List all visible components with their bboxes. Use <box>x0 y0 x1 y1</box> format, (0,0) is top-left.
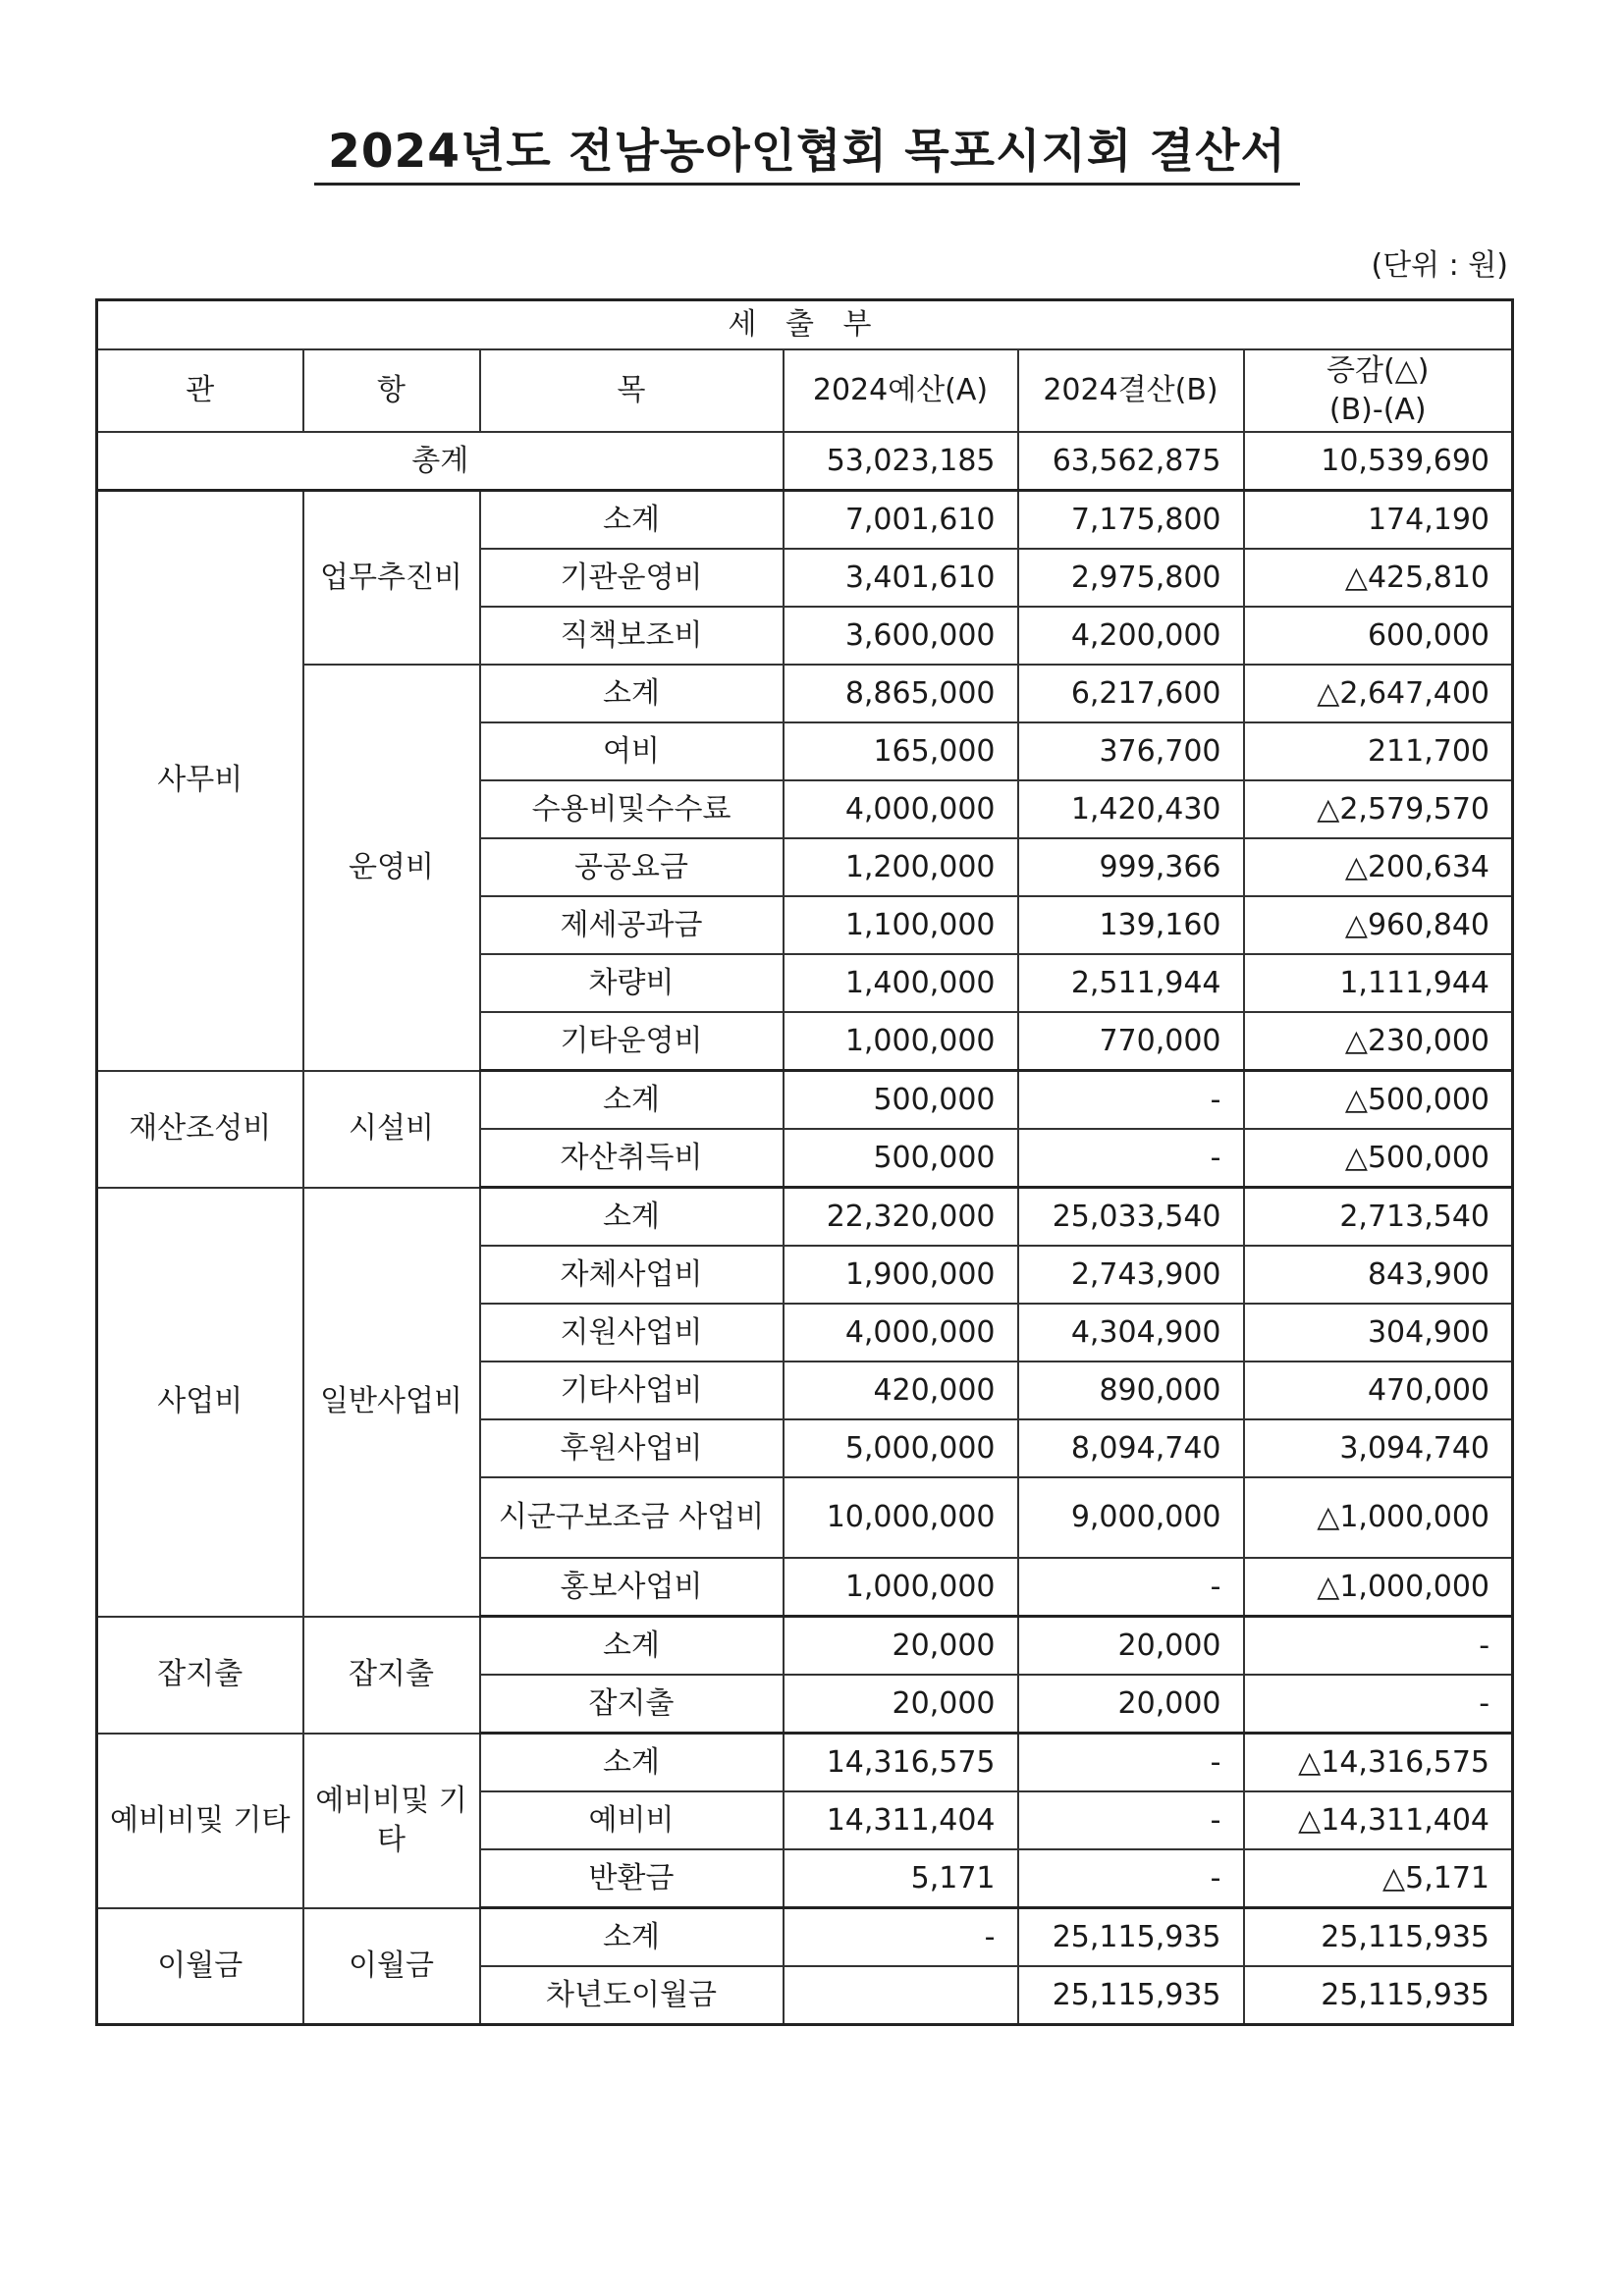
budget-cell: 3,401,610 <box>784 549 1018 607</box>
diff-cell: 843,900 <box>1244 1246 1513 1304</box>
diff-cell: △14,316,575 <box>1244 1734 1513 1792</box>
settlement-cell: 1,420,430 <box>1018 780 1244 838</box>
diff-cell: △5,171 <box>1244 1849 1513 1908</box>
diff-cell: 174,190 <box>1244 491 1513 550</box>
diff-cell: 600,000 <box>1244 607 1513 665</box>
hang-cell: 업무추진비 <box>303 491 480 666</box>
mok-cell: 수용비및수수료 <box>480 780 784 838</box>
diff-cell: 211,700 <box>1244 722 1513 780</box>
diff-cell: △500,000 <box>1244 1129 1513 1188</box>
settlement-cell: 376,700 <box>1018 722 1244 780</box>
mok-cell: 기타운영비 <box>480 1012 784 1071</box>
expenditure-table <box>95 298 1514 2026</box>
settlement-cell: - <box>1018 1129 1244 1188</box>
total-label: 총계 <box>97 432 784 491</box>
hang-cell: 잡지출 <box>303 1617 480 1734</box>
settlement-cell: 2,511,944 <box>1018 954 1244 1012</box>
budget-cell: 1,100,000 <box>784 896 1018 954</box>
mok-cell: 차년도이월금 <box>480 1966 784 2025</box>
budget-cell: 22,320,000 <box>784 1188 1018 1247</box>
budget-cell: 3,600,000 <box>784 607 1018 665</box>
diff-cell: △425,810 <box>1244 549 1513 607</box>
settlement-cell: 2,975,800 <box>1018 549 1244 607</box>
settlement-cell: - <box>1018 1558 1244 1617</box>
gwan-cell: 예비비및 기타 <box>97 1734 303 1908</box>
mok-cell: 소계 <box>480 1734 784 1792</box>
budget-cell: 5,171 <box>784 1849 1018 1908</box>
mok-cell: 홍보사업비 <box>480 1558 784 1617</box>
header-diff <box>1244 349 1513 432</box>
diff-cell: 2,713,540 <box>1244 1188 1513 1247</box>
diff-cell: △500,000 <box>1244 1071 1513 1130</box>
mok-cell: 소계 <box>480 1908 784 1967</box>
mok-cell: 잡지출 <box>480 1675 784 1734</box>
settlement-cell: - <box>1018 1071 1244 1130</box>
hang-cell: 예비비및 기타 <box>303 1734 480 1908</box>
budget-cell: 10,000,000 <box>784 1477 1018 1558</box>
title-underline <box>314 183 1300 186</box>
settlement-cell: 770,000 <box>1018 1012 1244 1071</box>
budget-cell: 4,000,000 <box>784 1304 1018 1362</box>
diff-cell: 25,115,935 <box>1244 1966 1513 2025</box>
settlement-cell: 25,115,935 <box>1018 1966 1244 2025</box>
diff-cell: 470,000 <box>1244 1362 1513 1419</box>
diff-cell: △1,000,000 <box>1244 1558 1513 1617</box>
settlement-cell: 25,033,540 <box>1018 1188 1244 1247</box>
settlement-cell: 999,366 <box>1018 838 1244 896</box>
hang-cell: 이월금 <box>303 1908 480 2025</box>
table-row <box>97 1617 1513 1676</box>
diff-cell: △2,579,570 <box>1244 780 1513 838</box>
table-row <box>97 491 1513 550</box>
table-row <box>97 1071 1513 1130</box>
mok-cell: 기관운영비 <box>480 549 784 607</box>
diff-cell: 25,115,935 <box>1244 1908 1513 1967</box>
header-diff-line2: (B)-(A) <box>1328 393 1427 427</box>
settlement-cell: - <box>1018 1791 1244 1849</box>
gwan-cell: 사업비 <box>97 1188 303 1617</box>
settlement-cell: 6,217,600 <box>1018 665 1244 722</box>
total-diff: 10,539,690 <box>1244 432 1513 491</box>
diff-cell: △1,000,000 <box>1244 1477 1513 1558</box>
total-row <box>97 432 1513 491</box>
hang-cell: 시설비 <box>303 1071 480 1188</box>
diff-cell: △960,840 <box>1244 896 1513 954</box>
settlement-cell: 2,743,900 <box>1018 1246 1244 1304</box>
mok-cell: 소계 <box>480 1617 784 1676</box>
budget-cell: 14,316,575 <box>784 1734 1018 1792</box>
mok-cell: 소계 <box>480 1071 784 1130</box>
settlement-cell: 4,200,000 <box>1018 607 1244 665</box>
settlement-cell: - <box>1018 1849 1244 1908</box>
budget-cell: 20,000 <box>784 1675 1018 1734</box>
budget-cell: 165,000 <box>784 722 1018 780</box>
mok-cell: 차량비 <box>480 954 784 1012</box>
budget-cell: 5,000,000 <box>784 1419 1018 1477</box>
mok-cell: 자체사업비 <box>480 1246 784 1304</box>
settlement-cell: - <box>1018 1734 1244 1792</box>
settlement-cell: 20,000 <box>1018 1675 1244 1734</box>
mok-cell: 자산취득비 <box>480 1129 784 1188</box>
mok-cell: 직책보조비 <box>480 607 784 665</box>
settlement-cell: 4,304,900 <box>1018 1304 1244 1362</box>
budget-cell: 1,900,000 <box>784 1246 1018 1304</box>
budget-cell: - <box>784 1908 1018 1967</box>
total-budget: 53,023,185 <box>784 432 1018 491</box>
header-mok: 목 <box>480 349 784 432</box>
settlement-cell: 20,000 <box>1018 1617 1244 1676</box>
diff-cell: △200,634 <box>1244 838 1513 896</box>
budget-cell: 1,400,000 <box>784 954 1018 1012</box>
gwan-cell: 잡지출 <box>97 1617 303 1734</box>
hang-cell: 일반사업비 <box>303 1188 480 1617</box>
header-diff-line1: 증감(△) <box>1326 353 1430 388</box>
settlement-cell: 890,000 <box>1018 1362 1244 1419</box>
settlement-cell: 25,115,935 <box>1018 1908 1244 1967</box>
mok-cell: 지원사업비 <box>480 1304 784 1362</box>
mok-cell: 소계 <box>480 1188 784 1247</box>
unit-label: (단위 : 원) <box>1371 248 1508 283</box>
diff-cell: 3,094,740 <box>1244 1419 1513 1477</box>
diff-cell: - <box>1244 1617 1513 1676</box>
mok-cell: 소계 <box>480 491 784 550</box>
total-settlement: 63,562,875 <box>1018 432 1244 491</box>
mok-cell: 제세공과금 <box>480 896 784 954</box>
budget-cell: 420,000 <box>784 1362 1018 1419</box>
budget-cell: 14,311,404 <box>784 1791 1018 1849</box>
diff-cell: 304,900 <box>1244 1304 1513 1362</box>
mok-cell: 공공요금 <box>480 838 784 896</box>
gwan-cell: 사무비 <box>97 491 303 1071</box>
gwan-cell: 이월금 <box>97 1908 303 2025</box>
budget-cell: 20,000 <box>784 1617 1018 1676</box>
mok-cell: 반환금 <box>480 1849 784 1908</box>
budget-cell: 7,001,610 <box>784 491 1018 550</box>
budget-cell: 1,000,000 <box>784 1558 1018 1617</box>
budget-cell: 8,865,000 <box>784 665 1018 722</box>
diff-cell: - <box>1244 1675 1513 1734</box>
budget-cell: 1,000,000 <box>784 1012 1018 1071</box>
settlement-cell: 139,160 <box>1018 896 1244 954</box>
section-header: 세 출 부 <box>97 300 1513 350</box>
settlement-cell: 9,000,000 <box>1018 1477 1244 1558</box>
document-title: 2024년도 전남농아인협회 목포시지회 결산서 <box>328 125 1286 179</box>
table-row <box>97 1734 1513 1792</box>
mok-cell: 후원사업비 <box>480 1419 784 1477</box>
mok-cell: 기타사업비 <box>480 1362 784 1419</box>
gwan-cell: 재산조성비 <box>97 1071 303 1188</box>
budget-cell <box>784 1966 1018 2025</box>
mok-cell: 예비비 <box>480 1791 784 1849</box>
hang-cell: 운영비 <box>303 665 480 1071</box>
budget-cell: 500,000 <box>784 1071 1018 1130</box>
header-budget: 2024예산(A) <box>784 349 1018 432</box>
table-row <box>97 665 1513 722</box>
header-hang: 항 <box>303 349 480 432</box>
diff-cell: △2,647,400 <box>1244 665 1513 722</box>
settlement-cell: 7,175,800 <box>1018 491 1244 550</box>
mok-cell: 소계 <box>480 665 784 722</box>
settlement-cell: 8,094,740 <box>1018 1419 1244 1477</box>
header-settlement: 2024결산(B) <box>1018 349 1244 432</box>
diff-cell: △230,000 <box>1244 1012 1513 1071</box>
mok-cell: 시군구보조금 사업비 <box>480 1477 784 1558</box>
budget-cell: 500,000 <box>784 1129 1018 1188</box>
diff-cell: △14,311,404 <box>1244 1791 1513 1849</box>
table-row <box>97 1908 1513 1967</box>
header-gwan: 관 <box>97 349 303 432</box>
diff-cell: 1,111,944 <box>1244 954 1513 1012</box>
table-row <box>97 1188 1513 1247</box>
budget-cell: 1,200,000 <box>784 838 1018 896</box>
mok-cell: 여비 <box>480 722 784 780</box>
budget-cell: 4,000,000 <box>784 780 1018 838</box>
